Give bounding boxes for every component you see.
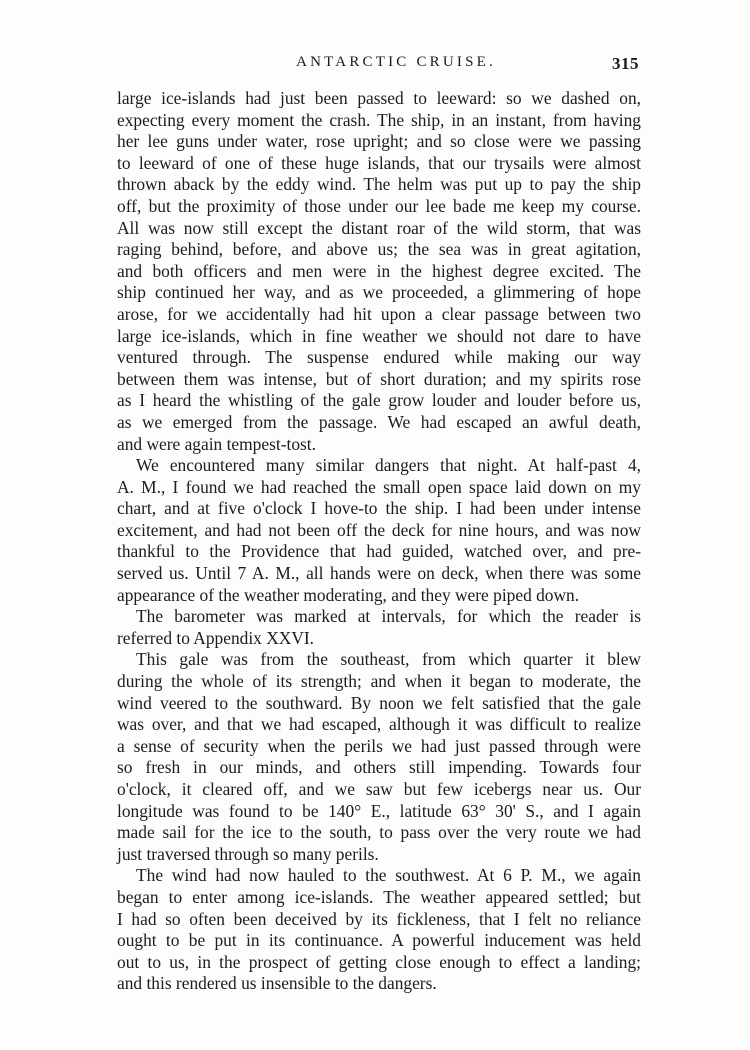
text-line: ship continued her way, and as we proceeded, a glimmering of hope	[117, 282, 641, 303]
text-line: appearance of the weather moderating, and they were piped down.	[117, 584, 580, 605]
text-line: The wind had now hauled to the southwest. At 6 P. M., we again	[136, 865, 641, 886]
text-line: expecting every moment the crash. The ship, in an instant, from having	[117, 109, 641, 130]
text-line: We encountered many similar dangers that night. At half-past 4,	[136, 455, 641, 476]
running-title: ANTARCTIC CRUISE.	[296, 54, 496, 70]
text-line: thrown aback by the eddy wind. The helm was put up to pay the ship	[117, 174, 641, 195]
text-line: to leeward of one of these huge islands, that our trysails were almost	[117, 152, 641, 173]
text-line: so fresh in our minds, and others still impending. Towards four	[117, 757, 641, 778]
text-line: served us. Until 7 A. M., all hands were on deck, when there was some	[117, 563, 641, 584]
text-line: ought to be put in its continuance. A powerful inducement was held	[117, 930, 641, 951]
text-line: The barometer was marked at intervals, for which the reader is	[136, 606, 641, 627]
text-line: o'clock, it cleared off, and we saw but few icebergs near us. Our	[117, 779, 641, 799]
text-line: just traversed through so many perils.	[117, 843, 379, 864]
running-head	[117, 54, 639, 76]
text-line: I had so often been deceived by its fickleness, that I felt no reliance	[117, 908, 641, 929]
text-line: referred to Appendix XXVI.	[117, 627, 315, 648]
text-line: This gale was from the southeast, from which quarter it blew	[136, 649, 641, 670]
text-line: began to enter among ice-islands. The weather appeared settled; but	[117, 886, 641, 907]
text-line: thankful to the Providence that had guided, watched over, and pre-	[117, 541, 641, 562]
text-line: longitude was found to be 140° E., latitude 63° 30' S., and I again	[117, 800, 641, 821]
text-line: and both officers and men were in the highest degree excited. The	[117, 260, 641, 281]
text-line: as we emerged from the passage. We had escaped an awful death,	[117, 411, 641, 432]
body-text	[117, 88, 641, 995]
text-line: and were again tempest-tost.	[117, 433, 316, 454]
text-line: was over, and that we had escaped, although it was difficult to realize	[117, 714, 641, 735]
text-line: large ice-islands had just been passed to leeward: so we dashed on,	[117, 88, 641, 108]
text-line: A. M., I found we had reached the small open space laid down on my	[117, 476, 641, 497]
text-line: wind veered to the southward. By noon we felt satisfied that the gale	[117, 692, 641, 713]
text-line: arose, for we accidentally had hit upon a clear passage between two	[117, 303, 641, 324]
text-line: a sense of security when the perils we had just passed through were	[117, 735, 641, 756]
text-line: ventured through. The suspense endured while making our way	[117, 347, 641, 368]
text-line: off, but the proximity of those under our lee bade me keep my course.	[117, 195, 641, 216]
text-line: large ice-islands, which in fine weather we should not dare to have	[117, 325, 641, 346]
text-line: and this rendered us insensible to the dangers.	[117, 973, 437, 994]
text-line: as I heard the whistling of the gale grow louder and louder before us,	[117, 390, 641, 411]
page-number: 315	[612, 54, 639, 73]
text-line: out to us, in the prospect of getting close enough to effect a landing;	[117, 951, 641, 972]
text-line: excitement, and had not been off the deck for nine hours, and was now	[117, 519, 641, 540]
text-line: during the whole of its strength; and when it began to moderate, the	[117, 671, 641, 692]
text-line: All was now still except the distant roar of the wild storm, that was	[117, 217, 641, 238]
text-line: raging behind, before, and above us; the sea was in great agitation,	[117, 239, 641, 260]
text-line: between them was intense, but of short duration; and my spirits rose	[117, 368, 641, 389]
text-line: made sail for the ice to the south, to pass over the very route we had	[117, 822, 641, 843]
text-line: chart, and at five o'clock I hove-to the ship. I had been under intense	[117, 498, 641, 519]
text-line: her lee guns under water, rose upright; and so close were we passing	[117, 131, 641, 152]
